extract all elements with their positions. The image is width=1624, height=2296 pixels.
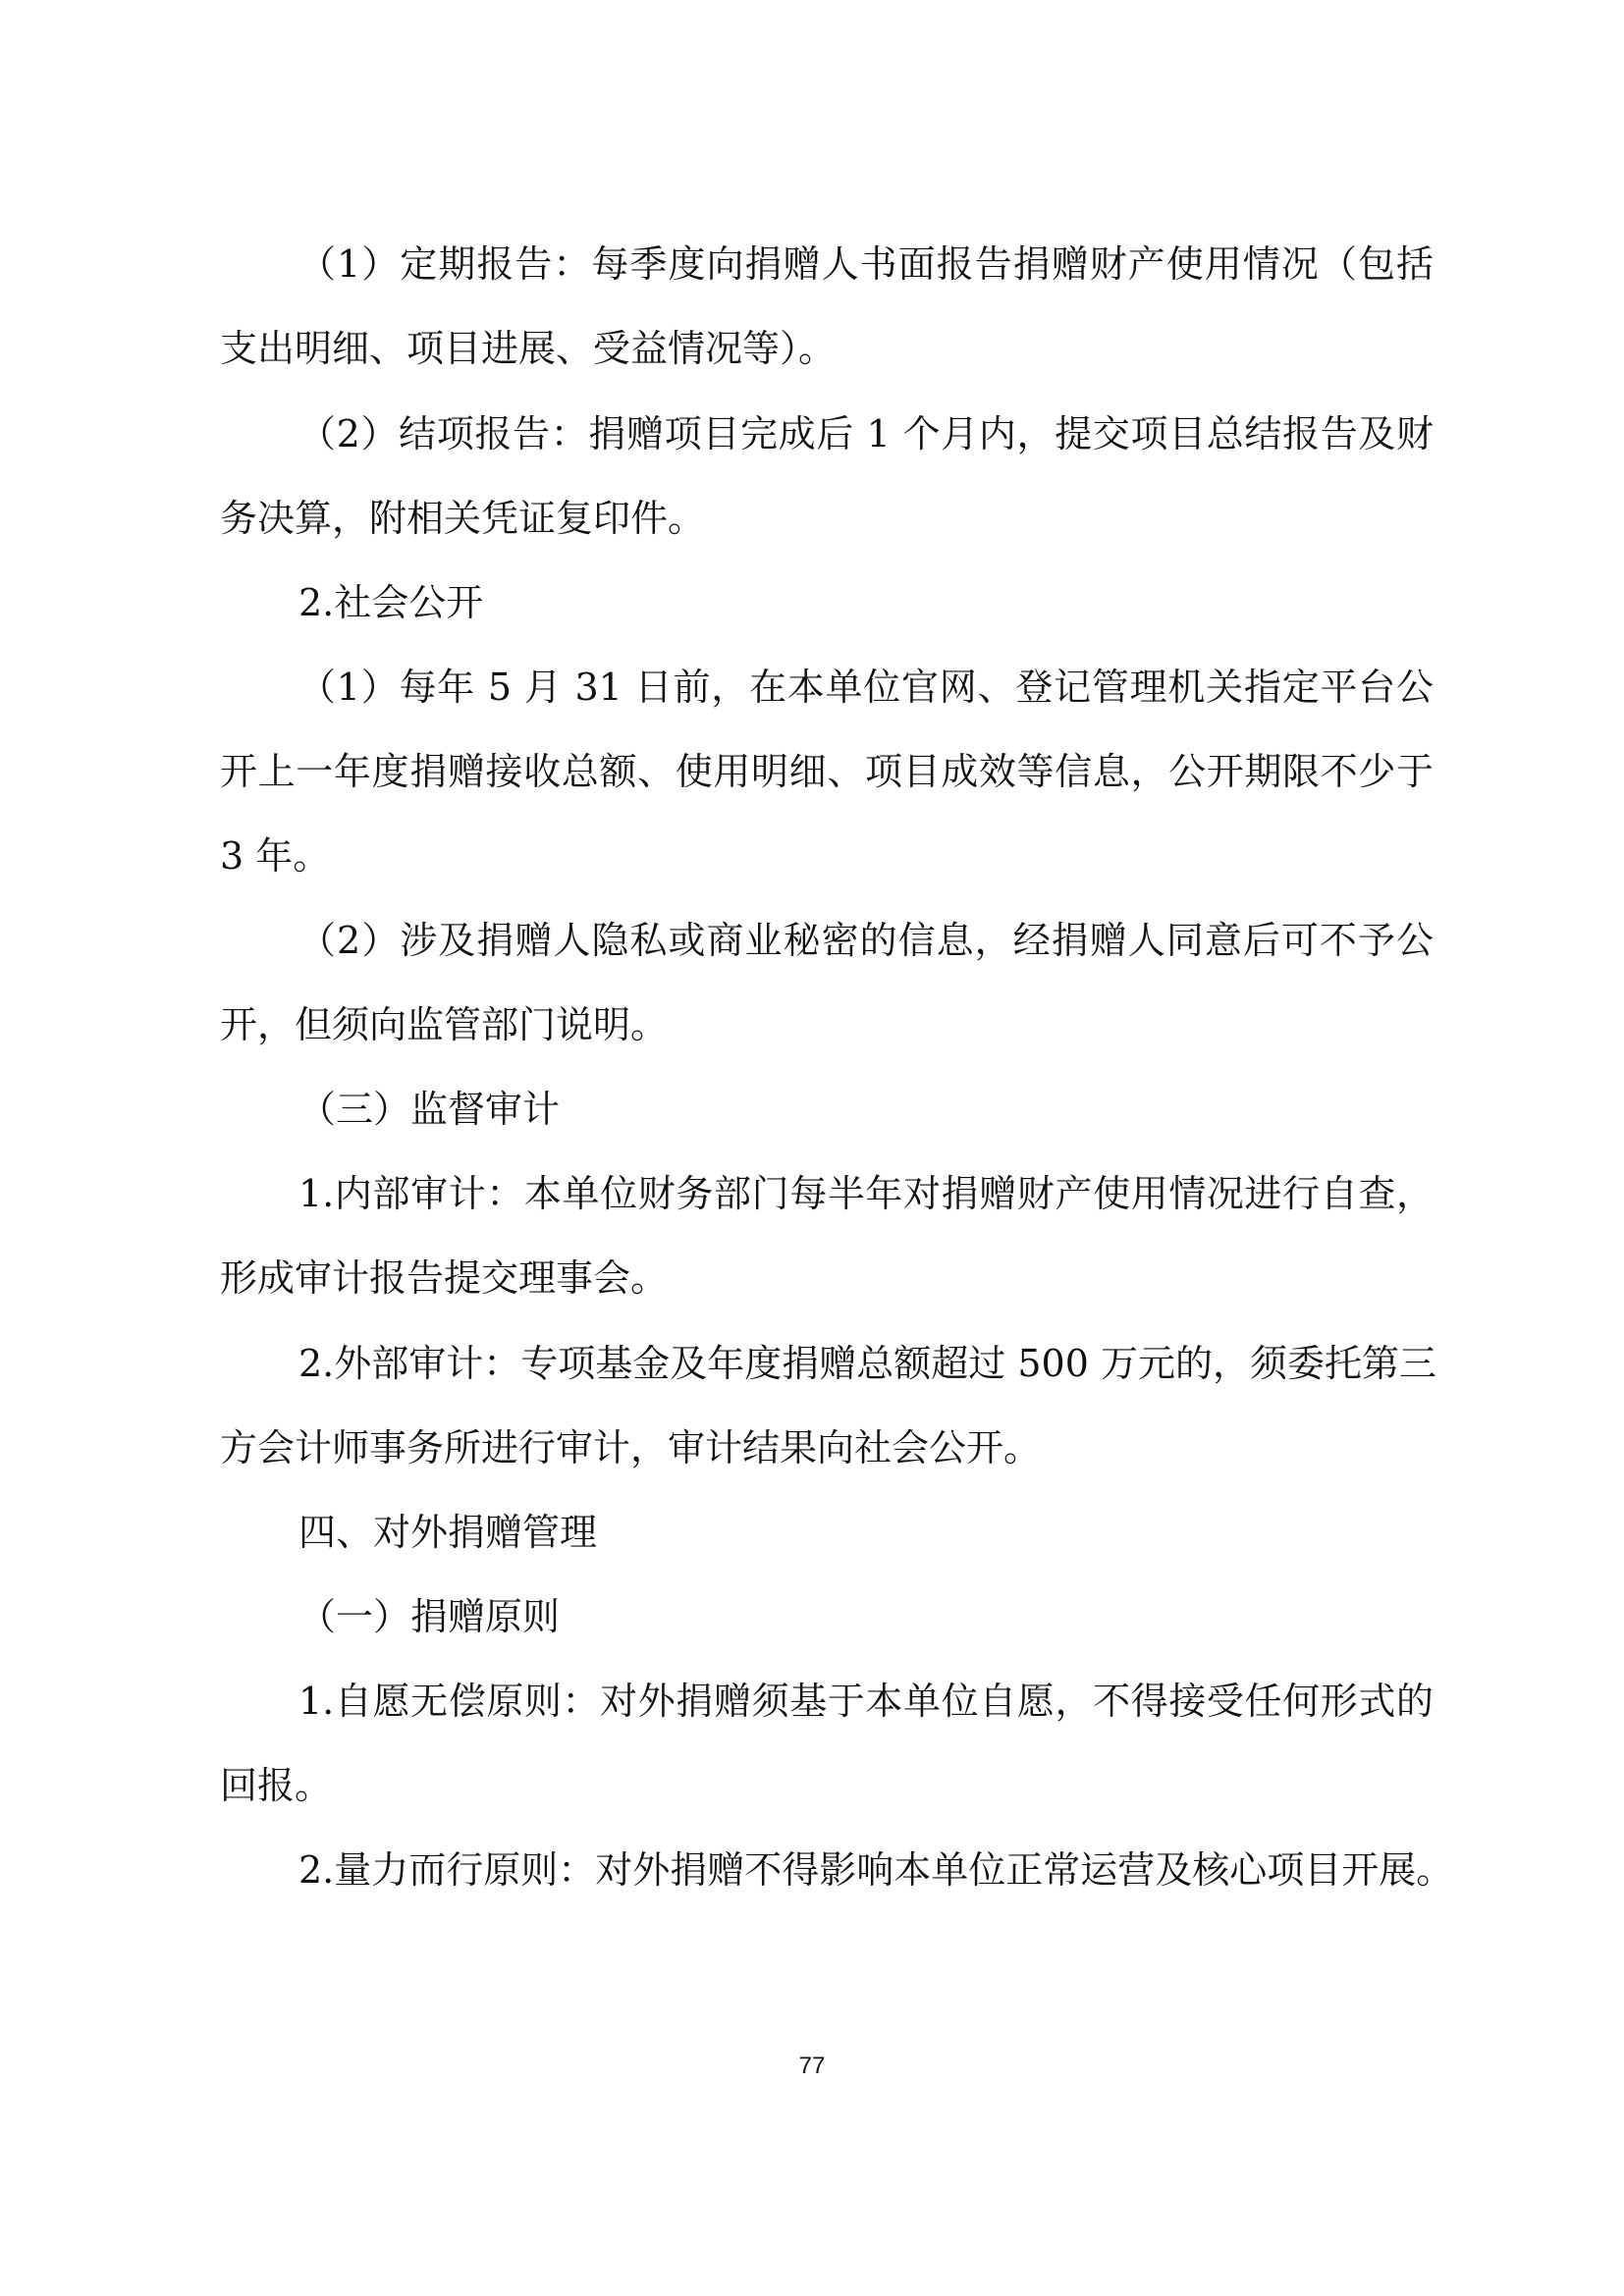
text-line: （2）结项报告：捐赠项目完成后 1 个月内，提交项目总结报告及财 xyxy=(298,412,1434,455)
section-heading: （三）监督审计 xyxy=(298,1088,561,1131)
text-line: 支出明细、项目进展、受益情况等）。 xyxy=(220,327,837,370)
text-line: 1.内部审计：本单位财务部门每半年对捐赠财产使用情况进行自查， xyxy=(298,1172,1434,1215)
text-line: 3 年。 xyxy=(220,834,331,878)
text-line: 回报。 xyxy=(220,1764,333,1807)
text-line: （2）涉及捐赠人隐私或商业秘密的信息，经捐赠人同意后可不予公 xyxy=(298,919,1434,962)
section-heading: 四、对外捐赠管理 xyxy=(298,1511,598,1554)
text-line: 开上一年度捐赠接收总额、使用明细、项目成效等信息，公开期限不少于 xyxy=(220,750,1434,793)
text-line: 开，但须向监管部门说明。 xyxy=(220,1003,669,1046)
text-line: 形成审计报告提交理事会。 xyxy=(220,1256,669,1300)
text-line: 1.自愿无偿原则：对外捐赠须基于本单位自愿，不得接受任何形式的 xyxy=(298,1680,1434,1723)
page-number: 77 xyxy=(798,2053,826,2079)
text-line: （1）每年 5 月 31 日前，在本单位官网、登记管理机关指定平台公 xyxy=(298,666,1434,709)
section-heading: 2.社会公开 xyxy=(298,581,484,624)
text-line: 2.外部审计：专项基金及年度捐赠总额超过 500 万元的，须委托第三 xyxy=(298,1342,1436,1385)
text-line: 2.量力而行原则：对外捐赠不得影响本单位正常运营及核心项目开展。 xyxy=(298,1848,1454,1892)
text-line: （1）定期报告：每季度向捐赠人书面报告捐赠财产使用情况（包括 xyxy=(298,242,1434,286)
section-heading: （一）捐赠原则 xyxy=(298,1595,561,1638)
text-line: 务决算，附相关凭证复印件。 xyxy=(220,497,706,540)
text-line: 方会计师事务所进行审计，审计结果向社会公开。 xyxy=(220,1426,1042,1469)
